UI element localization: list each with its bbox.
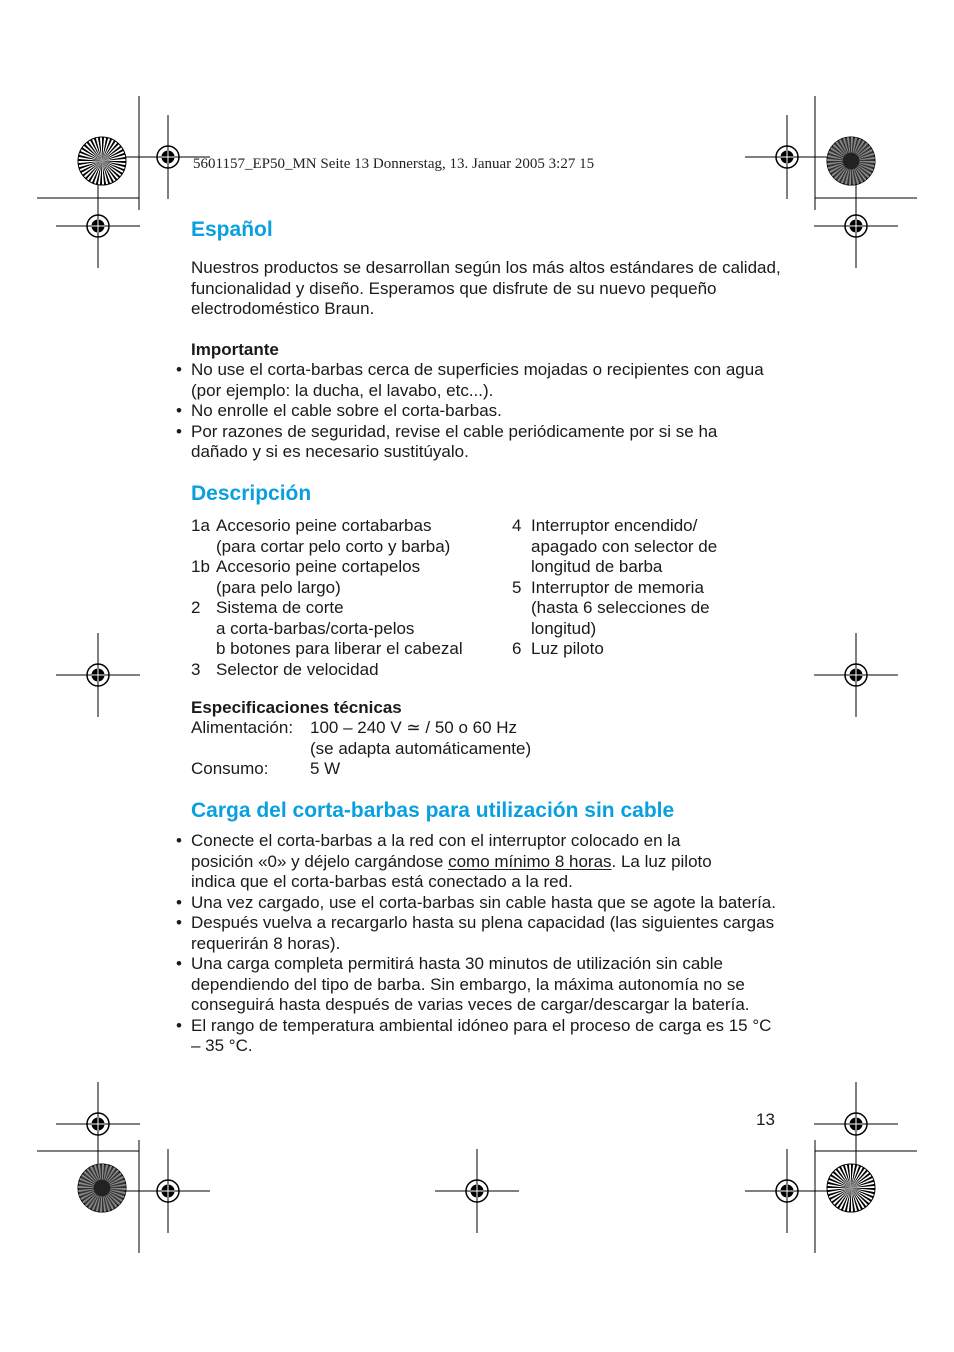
list-item: • Una carga completa permitirá hasta 30 minutos de utilización sin cable dependiendo del tipo de barba. Sin embargo, la máxima autonomía no se conseguirá hasta después de varias veces de cargar/descargar la batería. bbox=[176, 954, 750, 1014]
registration-target-icon bbox=[56, 184, 140, 268]
registration-target-icon bbox=[56, 1082, 140, 1166]
specs-heading: Especificaciones técnicas bbox=[191, 698, 402, 717]
spec-row-consumption: Consumo: 5 W bbox=[191, 759, 341, 778]
list-item: 3 Selector de velocidad bbox=[191, 659, 379, 679]
important-list bbox=[176, 360, 776, 463]
list-item: 4 Interruptor encendido/ apagado con selector de longitud de barba bbox=[512, 516, 718, 576]
registration-target-icon bbox=[745, 1149, 829, 1233]
list-item: 2 Sistema de corte a corta-barbas/corta-pelos b botones para liberar el cabezal bbox=[191, 598, 463, 658]
spec-row-power-note: (se adapta automáticamente) bbox=[310, 738, 532, 758]
list-item: • Después vuelva a recargarlo hasta su plena capacidad (las siguientes cargas requerirán 8 horas). bbox=[176, 913, 775, 953]
list-item: 6 Luz piloto bbox=[512, 639, 604, 658]
underlined-duration: como mínimo 8 horas bbox=[448, 851, 612, 871]
page-number: 13 bbox=[756, 1110, 775, 1129]
list-item: • Por razones de seguridad, revise el cable periódicamente por si se ha dañado y si es necesario sustitúyalo. bbox=[176, 421, 718, 461]
section-title-carga: Carga del corta-barbas para utilización sin cable bbox=[191, 799, 675, 822]
list-item: • Una vez cargado, use el corta-barbas sin cable hasta que se agote la batería. bbox=[176, 892, 776, 912]
spec-row-power: Alimentación: 100 – 240 V ≃ / 50 o 60 Hz bbox=[191, 718, 518, 737]
list-item: • El rango de temperatura ambiental idóneo para el proceso de carga es 15 °C – 35 °C. bbox=[176, 1015, 772, 1055]
star-target-icon bbox=[78, 1164, 126, 1212]
star-target-icon bbox=[827, 1164, 875, 1212]
list-item: • Conecte el corta-barbas a la red con el interruptor colocado en la posición «0» y déjelo cargándose como mínimo 8 horas. La luz piloto indica que el corta-barbas está conectado a la red. bbox=[176, 831, 712, 891]
list-item: 5 Interruptor de memoria (hasta 6 selecciones de longitud) bbox=[512, 577, 710, 638]
section-title-descripcion: Descripción bbox=[191, 482, 312, 505]
registration-target-icon bbox=[814, 184, 898, 268]
specs-table bbox=[191, 718, 691, 780]
registration-target-icon bbox=[56, 633, 140, 717]
list-item: • No enrolle el cable sobre el corta-barbas. bbox=[176, 401, 502, 420]
list-item: 1b Accesorio peine cortapelos (para pelo largo) bbox=[191, 557, 421, 597]
list-item: • No use el corta-barbas cerca de superficies mojadas o recipientes con agua (por ejemplo: la ducha, el lavabo, etc...). bbox=[176, 360, 764, 400]
charging-list bbox=[176, 831, 776, 1057]
star-target-icon bbox=[78, 137, 126, 185]
registration-target-icon bbox=[814, 633, 898, 717]
important-heading: Importante bbox=[191, 340, 279, 359]
registration-target-icon bbox=[814, 1082, 898, 1166]
parts-list-left bbox=[191, 516, 501, 680]
intro-paragraph: Nuestros productos se desarrollan según los más altos estándares de calidad, funcionalidad y diseño. Esperamos que disfrute de su nuevo pequeño electrodoméstico Braun. bbox=[191, 258, 781, 318]
registration-target-icon bbox=[435, 1149, 519, 1233]
registration-target-icon bbox=[745, 115, 829, 199]
star-target-icon bbox=[827, 137, 875, 185]
list-item: 1a Accesorio peine cortabarbas (para cortar pelo corto y barba) bbox=[191, 516, 451, 556]
print-header: 5601157_EP50_MN Seite 13 Donnerstag, 13. Januar 2005 3:27 15 bbox=[193, 156, 595, 172]
parts-list-right bbox=[512, 516, 772, 660]
section-title-espanol: Español bbox=[191, 218, 273, 241]
